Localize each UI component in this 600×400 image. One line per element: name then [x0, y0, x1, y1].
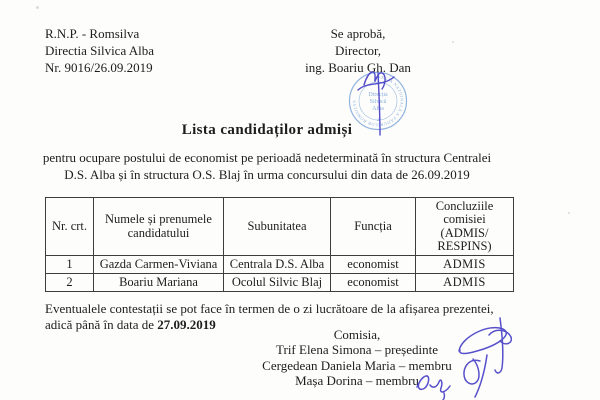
signatures-ink: [403, 313, 538, 400]
stamp-center-line3: Alba: [372, 106, 384, 112]
approver-name: ing. Boariu Gh. Dan: [305, 60, 411, 75]
committee-signatures: [403, 313, 538, 400]
stamp-center-line1: Direcția: [368, 92, 388, 98]
signature-stroke: [430, 380, 450, 392]
committee-heading: Comisia,: [333, 327, 381, 342]
intro-paragraph: [0, 149, 534, 183]
document-number: Nr. 9016/26.09.2019: [45, 60, 153, 75]
cell-name: Boariu Mariana: [94, 274, 224, 292]
table-row: [46, 256, 514, 274]
signature-stroke: [475, 355, 487, 397]
stamp-center-line2: Silvică: [369, 99, 387, 105]
signature-stroke: [417, 376, 429, 389]
issuer-block: [45, 25, 154, 76]
committee-member-3: Mașa Dorina – membru: [295, 373, 419, 389]
page-title: Lista candidaților admiși: [181, 122, 353, 138]
approval-label: Se aprobă,: [330, 26, 386, 41]
col-header-subunit: Subunitatea: [224, 198, 331, 256]
scan-speck: [568, 212, 570, 214]
cell-nr: 1: [46, 256, 94, 274]
cell-nr: 2: [46, 274, 94, 292]
intro-line1: pentru ocupare postului de economist pe perioadă nedeterminată în structura Centralei: [42, 150, 492, 165]
signature-stroke: [459, 328, 506, 354]
stamp-number: 2: [376, 118, 380, 123]
cell-function: economist: [331, 274, 416, 292]
approver-role: Director,: [334, 43, 382, 58]
committee-member-president: Trif Elena Simona – președinte: [276, 342, 438, 358]
stamp-ring-text: REGIA NAȚIONALĂ A PĂDURILOR ROMSILVA: [351, 74, 405, 128]
signature-stroke: [464, 359, 480, 384]
col-header-conclusion: Concluziile comisiei (ADMIS/ RESPINS): [416, 198, 514, 256]
candidates-table: [45, 197, 514, 292]
deadline-date: 27.09.2019: [157, 316, 216, 332]
col-header-function: Funcția: [331, 198, 416, 256]
note-line2-prefix: adică până în data de: [45, 316, 158, 332]
signature-stroke: [443, 393, 444, 400]
table-row: [46, 274, 514, 292]
cell-result: ADMIS: [416, 274, 514, 292]
note-line1: Eventualele contestații se pot face în termen de o zi lucrătoare de la afișarea prezentei,: [45, 301, 494, 316]
col-header-nr: Nr. crt.: [46, 198, 94, 256]
cell-subunit: Ocolul Silvic Blaj: [224, 274, 331, 292]
table-header-row: [46, 198, 514, 256]
col-header-name: Numele și prenumele candidatului: [94, 198, 224, 256]
issuer-division: Directia Silvica Alba: [45, 43, 155, 58]
committee-member-2: Cergedean Daniela Maria – membru: [262, 357, 452, 373]
issuer-org: R.N.P. - Romsilva: [45, 26, 140, 41]
cell-result: ADMIS: [416, 256, 514, 274]
cell-name: Gazda Carmen-Viviana: [94, 256, 224, 274]
cell-subunit: Centrala D.S. Alba: [224, 256, 331, 274]
signature-stroke: [489, 330, 511, 343]
intro-line2: D.S. Alba și în structura O.S. Blaj în urma concursului din data de 26.09.2019: [64, 167, 470, 182]
scan-speck: [452, 41, 454, 43]
scan-speck: [36, 6, 39, 9]
cell-function: economist: [331, 256, 416, 274]
signature-stroke: [495, 318, 503, 373]
